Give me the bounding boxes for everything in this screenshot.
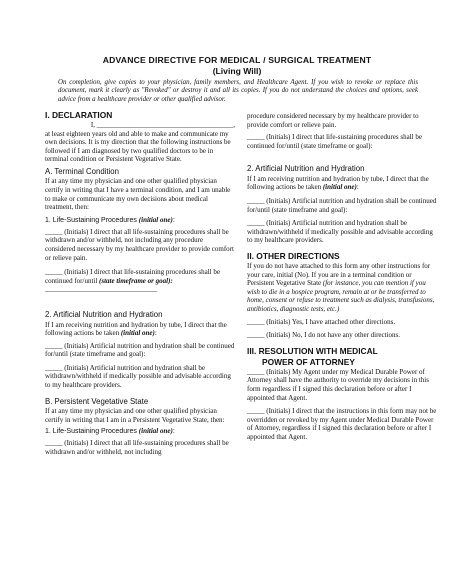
pvs-body: If at any time my physician and one other qualified physician certify in writing that I am in a Persistent Vegetative State, then:	[45, 407, 225, 424]
ls-option-continue-text: _____ (Initials) I direct that life-sustaining procedures shall be continued for/until	[45, 268, 220, 285]
initial-one-note: (initial one)	[138, 215, 173, 224]
other-directions-body	[247, 262, 439, 314]
ls-option-blank-line: ________________________________	[45, 285, 157, 294]
spacer	[247, 150, 439, 164]
document-subtitle: (Living Will)	[212, 66, 262, 76]
terminal-condition-body: If at any time my physician and one other qualified physician certify in writing that I have a terminal condition, and I am unable to make or communicate my own decisions about medical treatment, then:	[45, 177, 231, 212]
right-nutrition-option-continue: _____ (Initials) Artificial nutrition and hydration shall be continued for/until (state timeframe and goal):	[247, 197, 437, 214]
declaration-heading: I. DECLARATION	[45, 110, 113, 120]
life-sustaining-heading: 1. Life-Sustaining Procedures (initial one):	[45, 215, 175, 224]
nutrition-heading: 2. Artificial Nutrition and Hydration	[45, 310, 163, 319]
poa-option-no-override: _____ (Initials) I direct that the instructions in this form may not be overridden or revoked by my Agent under Medical Durable Power of Attorney, regardless if I signed this declaration before or after I appointed that Agent.	[247, 407, 437, 441]
nutrition-initial-one: (initial one)	[120, 329, 155, 338]
declaration-name-line: I, _______________________________________,	[90, 121, 235, 129]
spacer	[45, 390, 235, 397]
document-title: ADVANCE DIRECTIVE FOR MEDICAL / SURGICAL TREATMENT	[102, 55, 372, 65]
declaration-body: at least eighteen years old and able to make and communicate my own decisions. It is my direction that the following instructions be followed if I am diagnosed by two qualified doctors to be in terminal condition or Persistent Vegetative State.	[45, 129, 231, 164]
nutrition-body-text: If I am receiving nutrition and hydration by tube, I direct that the following actions be taken	[45, 320, 227, 338]
poa-heading-line-2: POWER OF ATTORNEY	[262, 356, 355, 367]
pvs-heading: B. Persistent Vegetative State	[45, 396, 149, 406]
right-nutrition-heading: 2. Artificial Nutrition and Hydration	[247, 164, 365, 174]
pvs-ls-option-withdraw: _____ (Initials) I direct that all life-sustaining procedures shall be withdrawn and/or withheld, not including	[45, 439, 229, 456]
pvs-life-sustaining-heading-text: 1. Life-Sustaining Procedures	[45, 428, 137, 436]
other-directions-yes: _____ (Initials) Yes, I have attached other directions.	[247, 317, 396, 326]
right-nutrition-body: If I am receiving nutrition and hydration by tube, I direct that the following actions be taken (initial one):	[247, 174, 429, 192]
life-sustaining-heading-text: 1. Life-Sustaining Procedures	[45, 216, 137, 224]
other-directions-body-text: If you do not have attached to this form any other instructions for your care, initial (No). If you are in a terminal condition or Persistent Vegetative State	[247, 262, 431, 288]
ls-option-withdraw: _____ (Initials) I direct that all life-sustaining procedures shall be withdrawn and/or withheld, not including any procedure considered necessary by my healthcare provider to provide comfort or relieve pain.	[45, 227, 234, 262]
poa-heading-line-1: III. RESOLUTION WITH MEDICAL	[247, 345, 378, 356]
nutrition-option-continue: _____ (Initials) Artificial nutrition and hydration shall be continued for/until (state timeframe and goal):	[45, 341, 235, 359]
nutrition-body: If I am receiving nutrition and hydration by tube, I direct that the following actions be taken (initial one):	[45, 320, 227, 338]
continued-text: procedure considered necessary by my healthcare provider to provide comfort or relieve pain.	[247, 112, 419, 129]
intro-paragraph: On completion, give copies to your physician, family members, and Healthcare Agent. If you wish to revoke or replace this document, mark it clearly as "Revoked" or destroy it and all its copies. If you do not understand the choices and options, seek advice from a healthcare provider or other qualified advisor.	[58, 79, 418, 103]
right-ls-option-continue: _____ (Initials) I direct that life-sustaining procedures shall be continued for/until (state timeframe or goal):	[247, 133, 422, 150]
left-column	[45, 110, 235, 457]
right-column	[247, 112, 439, 442]
other-directions-no: _____ (Initials) No, I do not have any other directions.	[247, 331, 400, 340]
right-nutrition-initial-one: (initial one)	[322, 183, 357, 192]
right-nutrition-option-withdraw: _____ (Initials) Artificial nutrition and hydration shall be withdrawn/withheld if medically possible and advisable according to my healthcare providers.	[247, 219, 433, 245]
other-directions-body-examples: (for instance, you can mention if you wish to die in a hospice program, remain at or be transferred to home, consent or refuse to treatment such as dialysis, transfusions, antibiotics, diagnostic tests, etc.)	[247, 279, 435, 313]
terminal-condition-heading: A. Terminal Condition	[45, 166, 119, 176]
pvs-life-sustaining-heading: 1. Life-Sustaining Procedures (initial one):	[45, 427, 175, 436]
ls-option-timeframe: (state timeframe or goal):	[99, 276, 173, 285]
spacer	[45, 294, 235, 310]
nutrition-option-withdraw: _____ (Initials) Artificial nutrition and hydration shall be withdrawn/withheld if medically possible and advisable according to my healthcare providers.	[45, 363, 231, 390]
poa-option-override: _____ (Initials) My Agent under my Medical Durable Power of Attorney shall have the authority to override my decisions in this form regardless if I signed this declaration before or after I appointed that Agent.	[247, 367, 429, 402]
ls-option-continue	[45, 268, 235, 285]
other-directions-heading: II. OTHER DIRECTIONS	[247, 251, 340, 262]
right-nutrition-body-text: If I am receiving nutrition and hydration by tube, I direct that the following actions be taken	[247, 174, 429, 192]
pvs-initial-one-note: (initial one)	[138, 427, 173, 436]
